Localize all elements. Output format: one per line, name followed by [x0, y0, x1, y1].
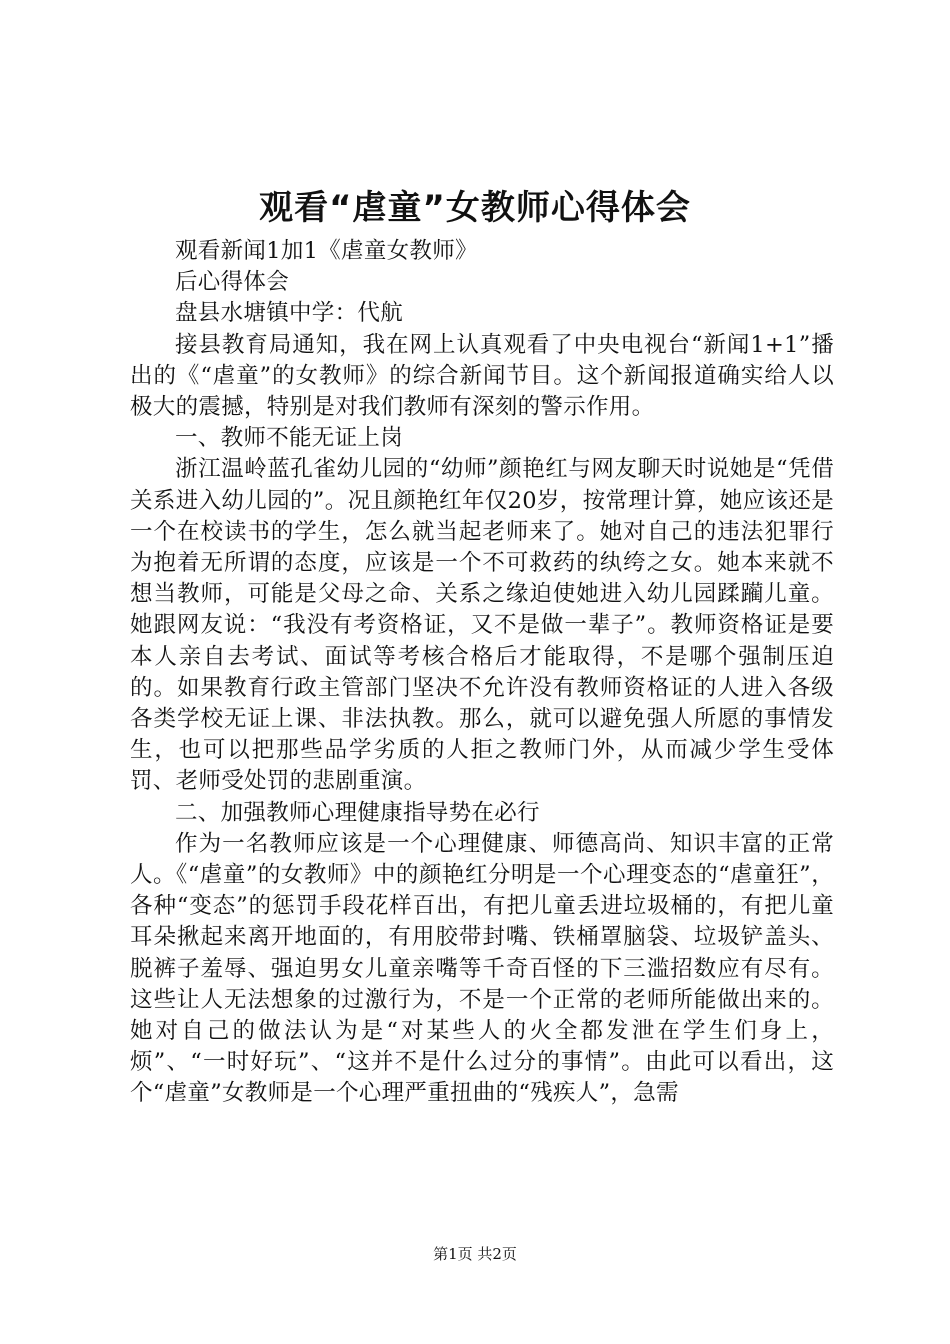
intro-paragraph: 接县教育局通知，我在网上认真观看了中央电视台“新闻1+1”播出的《“虐童”的女教师》的综合新闻节目。这个新闻报道确实给人以极大的震撼，特别是对我们教师有深刻的警示作用。	[130, 331, 834, 421]
document-body	[130, 236, 834, 1110]
section-heading-1: 一、教师不能无证上岗	[175, 425, 404, 452]
section-1-paragraph: 浙江温岭蓝孔雀幼儿园的“幼师”颜艳红与网友聊天时说她是“凭借关系进入幼儿园的”。况且颜艳红年仅20岁，按常理计算，她应该还是一个在校读书的学生，怎么就当起老师来了。她对自己的违法犯罪行为抱着无所谓的态度，应该是一个不可救药的纨绔之女。她本来就不想当教师，可能是父母之命、关系之缘迫使她进入幼儿园蹂躏儿童。她跟网友说：“我没有考资格证，又不是做一辈子”。教师资格证是要本人亲自去考试、面试等考核合格后才能取得，不是哪个强制压迫的。如果教育行政主管部门坚决不允许没有教师资格证的人进入各级各类学校无证上课、非法执教。那么，就可以避免强人所愿的事情发生，也可以把那些品学劣质的人拒之教师门外，从而减少学生受体罚、老师受处罚的悲剧重演。	[130, 456, 834, 795]
subtitle-line-2: 后心得体会	[175, 269, 290, 296]
document-title: 观看“虐童”女教师心得体会	[259, 188, 691, 228]
page-footer: 第1页 共2页	[433, 1245, 517, 1263]
author-line: 盘县水塘镇中学：代航	[175, 300, 404, 327]
section-heading-2: 二、加强教师心理健康指导势在必行	[175, 799, 540, 826]
subtitle-line-1: 观看新闻1加1《虐童女教师》	[175, 238, 478, 264]
section-2-paragraph: 作为一名教师应该是一个心理健康、师德高尚、知识丰富的正常人。《“虐童”的女教师》中的颜艳红分明是一个心理变态的“虐童狂”，各种“变态”的惩罚手段花样百出，有把儿童丢进垃圾桶的，有把儿童耳朵揪起来离开地面的，有用胶带封嘴、铁桶罩脑袋、垃圾铲盖头、脱裤子羞辱、强迫男女儿童亲嘴等千奇百怪的下三滥招数应有尽有。这些让人无法想象的过激行为，不是一个正常的老师所能做出来的。她对自己的做法认为是“对某些人的火全都发泄在学生们身上，烦”、“一时好玩”、“这并不是什么过分的事情”。由此可以看出，这个“虐童”女教师是一个心理严重扭曲的“残疾人”，急需	[130, 830, 834, 1107]
